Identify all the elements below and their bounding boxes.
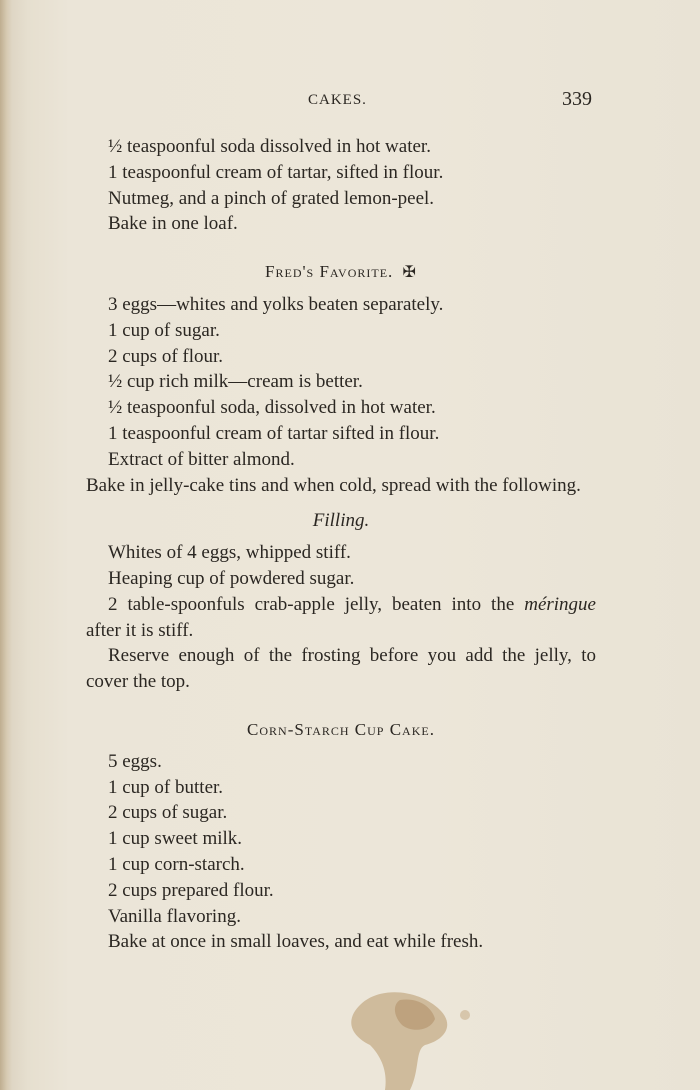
- ingredient-line: ½ teaspoonful soda, dissolved in hot water.: [108, 397, 436, 419]
- jelly-direction-end: after it is stiff.: [86, 619, 194, 641]
- baking-direction: Bake at once in small loaves, and eat while fresh.: [108, 931, 484, 953]
- recipe-title-corn-starch: Corn-Starch Cup Cake.: [247, 719, 435, 739]
- water-stain: [340, 985, 480, 1090]
- page-body: [86, 134, 596, 955]
- ingredient-line: 1 cup sweet milk.: [108, 828, 243, 850]
- ingredient-line: 2 cups prepared flour.: [108, 879, 274, 901]
- ingredient-line: Vanilla flavoring.: [108, 905, 241, 927]
- jelly-direction-text: 2 table-spoonfuls crab-apple jelly, beaten into the: [108, 593, 515, 615]
- ingredient-line: 2 cups of sugar.: [108, 802, 228, 824]
- intro-line: ½ teaspoonful soda dissolved in hot water.: [108, 136, 431, 157]
- reserve-direction-text: Reserve enough of the frosting before you add the jelly, to cover the top.: [86, 645, 596, 693]
- ingredient-line: 1 cup corn-starch.: [108, 853, 245, 875]
- page-number: 339: [562, 88, 592, 110]
- ingredient-line: ½ cup rich milk—cream is better.: [108, 371, 363, 393]
- filling-line: Heaping cup of powdered sugar.: [108, 567, 355, 589]
- jelly-direction: [86, 592, 596, 644]
- filling-line: Whites of 4 eggs, whipped stiff.: [108, 542, 351, 564]
- ingredient-line: 3 eggs—whites and yolks beaten separately.: [108, 293, 444, 315]
- page-spine-shadow: [0, 0, 12, 1090]
- ingredient-line: 1 teaspoonful cream of tartar sifted in flour.: [108, 422, 440, 444]
- cross-mark-icon: ✠: [402, 264, 417, 282]
- baking-direction: Bake in jelly-cake tins and when cold, spread with the following.: [86, 474, 581, 496]
- ingredient-line: 1 cup of sugar.: [108, 319, 220, 341]
- ingredient-line: 2 cups of flour.: [108, 345, 224, 367]
- intro-line: Nutmeg, and a pinch of grated lemon-peel.: [108, 187, 435, 209]
- meringue-term: méringue: [524, 593, 596, 615]
- reserve-direction: [86, 643, 596, 695]
- ingredient-line: 1 cup of butter.: [108, 776, 224, 798]
- intro-line: Bake in one loaf.: [108, 213, 238, 235]
- running-title: CAKES.: [308, 92, 367, 108]
- recipe-title-freds-favorite: [86, 259, 596, 286]
- subsection-title-filling: Filling.: [312, 510, 370, 532]
- intro-line: 1 teaspoonful cream of tartar, sifted in flour.: [108, 161, 444, 183]
- ingredient-line: Extract of bitter almond.: [108, 448, 295, 470]
- ingredient-line: 5 eggs.: [108, 750, 162, 772]
- recipe-title-text: Fred's Favorite.: [265, 262, 394, 282]
